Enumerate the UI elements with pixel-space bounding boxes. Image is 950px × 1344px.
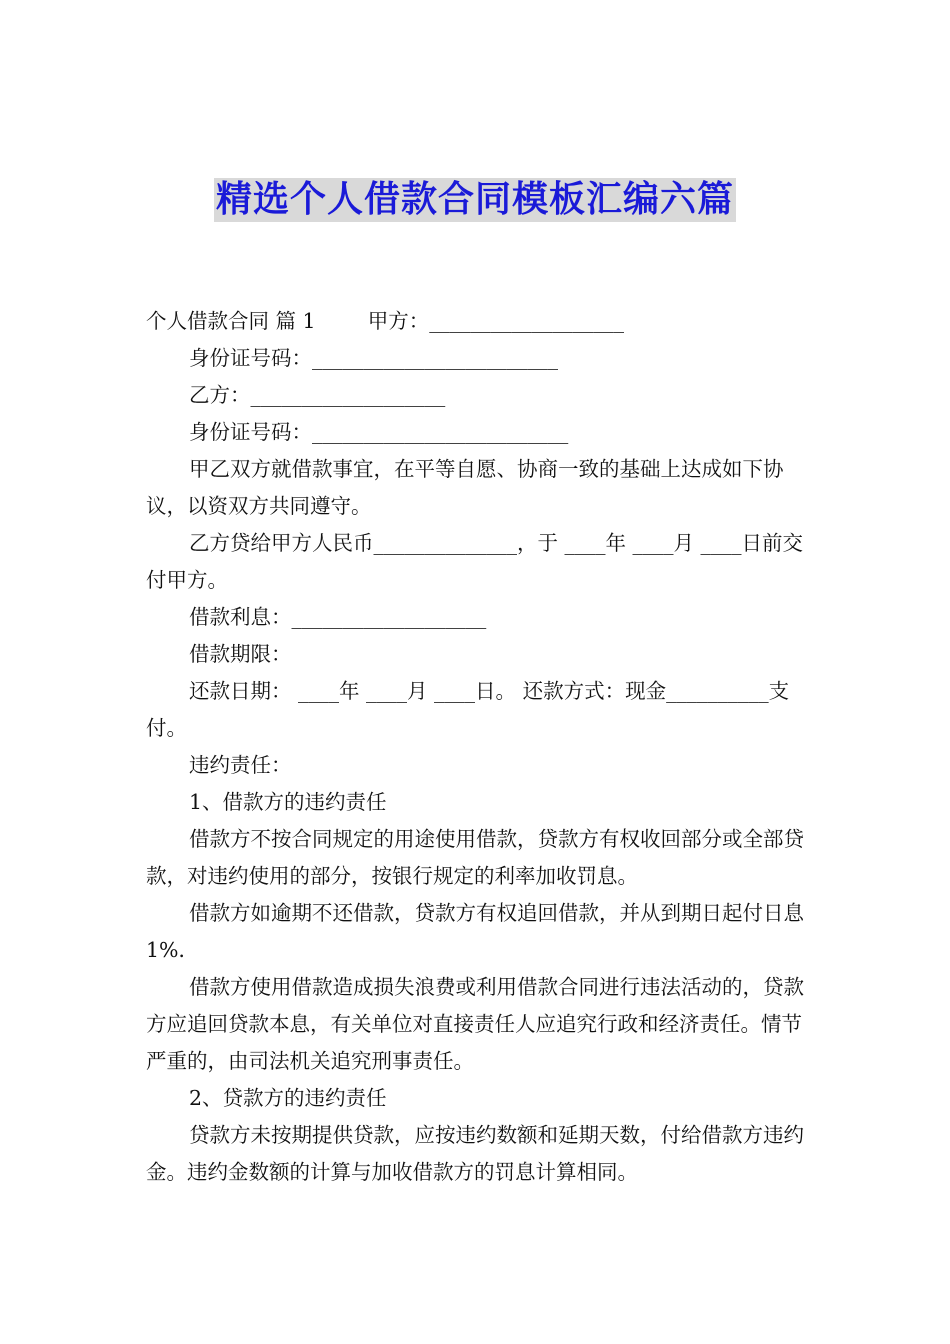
paragraph-text: 借款方不按合同规定的用途使用借款，贷款方有权收回部分或全部贷款，对违约使用的部分，按银行规定的利率加收罚息。 xyxy=(146,827,804,888)
paragraph-text: 乙方： xyxy=(189,383,251,407)
fill-in-blank: _________________________ xyxy=(312,420,569,444)
paragraph xyxy=(146,414,818,451)
paragraph xyxy=(146,895,818,969)
paragraph xyxy=(146,377,818,414)
document-body xyxy=(146,303,818,1191)
paragraph xyxy=(146,784,818,821)
document-title: 精选个人借款合同模板汇编六篇 xyxy=(215,179,734,220)
paragraph xyxy=(146,821,818,895)
paragraph xyxy=(146,673,818,747)
paragraph-text: 借款利息： xyxy=(189,605,292,629)
fill-in-blank: ___________________ xyxy=(291,605,487,629)
fill-in-blank: ________________________ xyxy=(312,346,558,370)
paragraph xyxy=(146,969,818,1080)
paragraph-text: 个人借款合同 篇 1 甲方： xyxy=(146,309,430,333)
paragraph-text: 2、贷款方的违约责任 xyxy=(189,1086,387,1110)
paragraph-text: 借款方如逾期不还借款，贷款方有权追回借款，并从到期日起付日息 1%． xyxy=(146,901,811,962)
paragraph-text: 违约责任： xyxy=(189,753,292,777)
paragraph-text: 乙方贷给甲方人民币______________，于 ____年 ____月 ____日前交付甲方。 xyxy=(146,531,804,592)
paragraph-text: 1、借款方的违约责任 xyxy=(189,790,387,814)
paragraph xyxy=(146,599,818,636)
paragraph xyxy=(146,1080,818,1117)
paragraph-text: 贷款方未按期提供贷款，应按违约数额和延期天数，付给借款方违约金。违约金数额的计算与加收借款方的罚息计算相同。 xyxy=(146,1123,804,1184)
paragraph xyxy=(146,451,818,525)
paragraph-text: 身份证号码： xyxy=(189,346,312,370)
fill-in-blank: ___________________ xyxy=(250,383,446,407)
paragraph-text: 借款期限： xyxy=(189,642,292,666)
paragraph-text: 借款方使用借款造成损失浪费或利用借款合同进行违法活动的，贷款方应追回贷款本息，有关单位对直接责任人应追究行政和经济责任。情节严重的，由司法机关追究刑事责任。 xyxy=(146,975,804,1073)
paragraph xyxy=(146,636,818,673)
paragraph xyxy=(146,340,818,377)
paragraph xyxy=(146,1117,818,1191)
title-container xyxy=(0,178,950,222)
paragraph xyxy=(146,747,818,784)
paragraph-text: 还款日期： ____年 ____月 ____日。 还款方式：现金__________支付。 xyxy=(146,679,790,740)
paragraph xyxy=(146,525,818,599)
fill-in-blank: ___________________ xyxy=(429,309,624,333)
paragraph xyxy=(146,303,818,340)
paragraph-text: 身份证号码： xyxy=(189,420,312,444)
paragraph-text: 甲乙双方就借款事宜，在平等自愿、协商一致的基础上达成如下协议，以资双方共同遵守。 xyxy=(146,457,784,518)
